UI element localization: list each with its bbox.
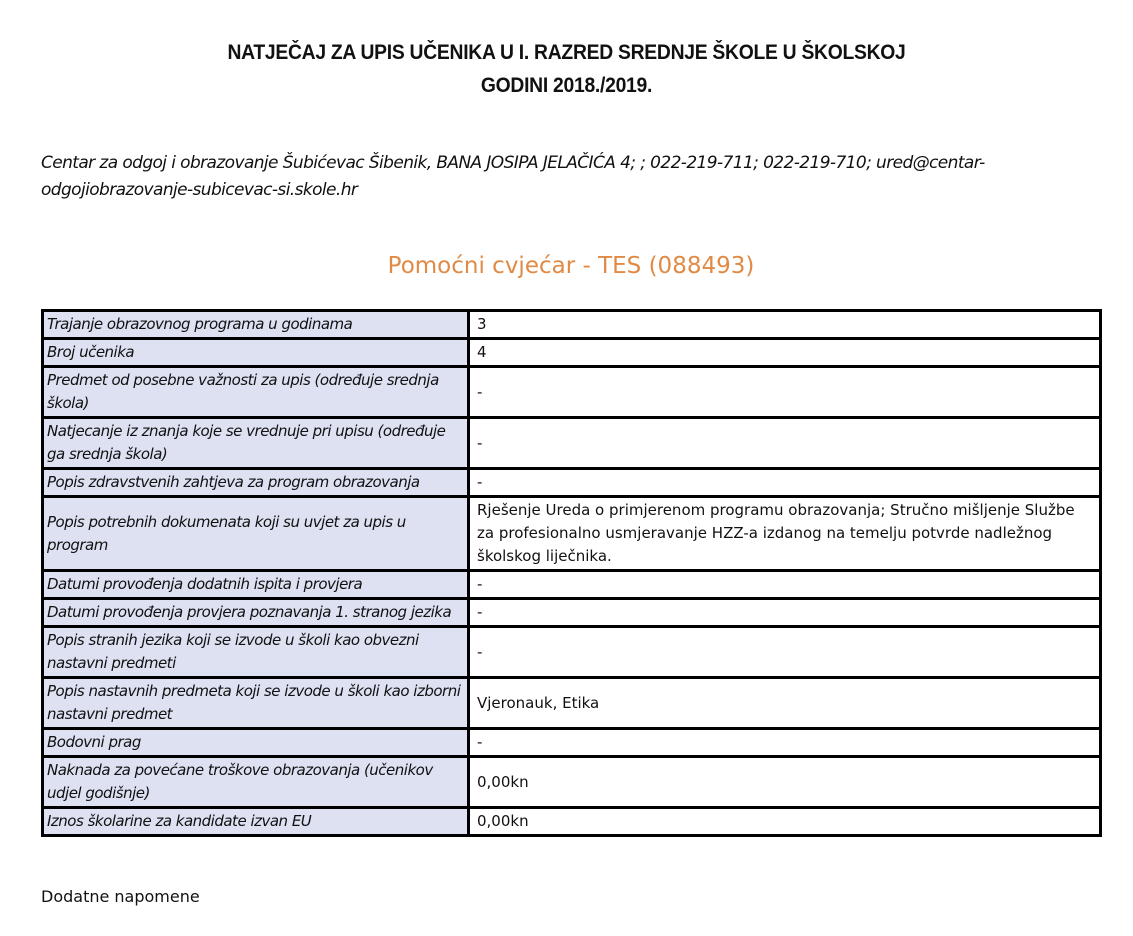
- row-label: Predmet od posebne važnosti za upis (određuje srednja škola): [43, 367, 469, 418]
- row-value: 3: [469, 311, 1101, 339]
- row-value: -: [469, 418, 1101, 469]
- row-label: Natjecanje iz znanja koje se vrednuje pri upisu (određuje ga srednja škola): [43, 418, 469, 469]
- table-row: [43, 497, 1101, 571]
- row-value: -: [469, 627, 1101, 678]
- table-row: [43, 311, 1101, 339]
- row-label: Datumi provođenja dodatnih ispita i provjera: [43, 571, 469, 599]
- table-row: [43, 627, 1101, 678]
- row-value: -: [469, 729, 1101, 757]
- table-row: [43, 469, 1101, 497]
- row-label: Popis stranih jezika koji se izvode u školi kao obvezni nastavni predmeti: [43, 627, 469, 678]
- row-label: Bodovni prag: [43, 729, 469, 757]
- row-label: Popis zdravstvenih zahtjeva za program obrazovanja: [43, 469, 469, 497]
- school-contact-info: [41, 150, 1101, 204]
- table-row: [43, 367, 1101, 418]
- row-value: 0,00kn: [469, 808, 1101, 836]
- table-row: [43, 729, 1101, 757]
- row-label: Naknada za povećane troškove obrazovanja (učenikov udjel godišnje): [43, 757, 469, 808]
- title-line-2: GODINI 2018./2019.: [480, 74, 653, 97]
- table-row: [43, 571, 1101, 599]
- row-label: Trajanje obrazovnog programa u godinama: [43, 311, 469, 339]
- row-value: -: [469, 367, 1101, 418]
- row-value: -: [469, 469, 1101, 497]
- row-value: -: [469, 599, 1101, 627]
- row-value: 0,00kn: [469, 757, 1101, 808]
- table-row: [43, 678, 1101, 729]
- table-row: [43, 418, 1101, 469]
- row-label: Datumi provođenja provjera poznavanja 1. stranog jezika: [43, 599, 469, 627]
- additional-notes-label: Dodatne napomene: [41, 887, 200, 906]
- row-label: Popis nastavnih predmeta koji se izvode u školi kao izborni nastavni predmet: [43, 678, 469, 729]
- row-value: Rješenje Ureda o primjerenom programu obrazovanja; Stručno mišljenje Službe za profesionalno usmjeravanje HZZ-a izdanog na temelju potvrde nadležnog školskog liječnika.: [469, 497, 1101, 571]
- title-line-1: NATJEČAJ ZA UPIS UČENIKA U I. RAZRED SREDNJE ŠKOLE U ŠKOLSKOJ: [227, 41, 906, 64]
- program-title: Pomoćni cvjećar - TES (088493): [387, 253, 755, 279]
- contact-line-1: Centar za odgoj i obrazovanje Šubićevac Šibenik, BANA JOSIPA JELAČIĆA 4; ; 022-219-711; 022-219-710; ured@centar-: [41, 153, 985, 173]
- table-row: [43, 599, 1101, 627]
- row-label: Iznos školarine za kandidate izvan EU: [43, 808, 469, 836]
- program-details-table: [41, 309, 1102, 837]
- row-label: Broj učenika: [43, 339, 469, 367]
- document-title: [45, 36, 1087, 102]
- row-value: -: [469, 571, 1101, 599]
- row-value: Vjeronauk, Etika: [469, 678, 1101, 729]
- contact-line-2: odgojiobrazovanje-subicevac-si.skole.hr: [41, 180, 358, 200]
- table-row: [43, 339, 1101, 367]
- row-value: 4: [469, 339, 1101, 367]
- row-label: Popis potrebnih dokumenata koji su uvjet za upis u program: [43, 497, 469, 571]
- table-row: [43, 808, 1101, 836]
- table-row: [43, 757, 1101, 808]
